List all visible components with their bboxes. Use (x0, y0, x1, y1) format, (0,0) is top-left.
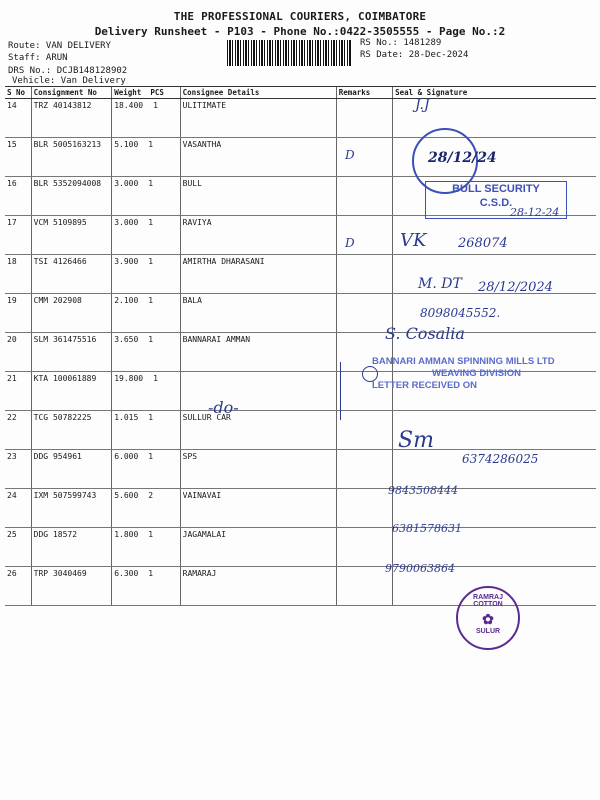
col-remarks: Remarks (336, 87, 392, 99)
ramraj-stamp-place: SULUR (475, 628, 501, 635)
row-remarks (336, 450, 392, 489)
row-consignment: KTA 100061889 (31, 372, 112, 411)
row-pcs: 1 (148, 140, 154, 149)
row-details (180, 372, 336, 411)
remark-mark-row15: D (345, 148, 355, 162)
table-row (5, 138, 596, 177)
row-consignment: TSI 4126466 (31, 255, 112, 294)
row-weight: 3.000 (114, 218, 139, 227)
row-sno: 26 (5, 567, 31, 606)
row-consignment: BLR 5005163213 (31, 138, 112, 177)
company-name: THE PROFESSIONAL COURIERS, COIMBATORE (173, 10, 427, 23)
ramraj-stamp (456, 586, 520, 650)
row-pcs: 1 (148, 296, 154, 305)
runsheet-title: Delivery Runsheet - P103 - Phone No.:0422-3505555 - Page No.:2 (94, 25, 506, 38)
table-row (5, 294, 596, 333)
row-weight-pcs (112, 528, 180, 567)
row-weight: 19.800 (114, 374, 144, 383)
row-weight-pcs (112, 99, 180, 138)
row-weight: 3.900 (114, 257, 139, 266)
row-remarks (336, 255, 392, 294)
row-weight: 3.650 (114, 335, 139, 344)
row-pcs: 1 (148, 530, 154, 539)
row-sno: 20 (5, 333, 31, 372)
route: Route: VAN DELIVERY (8, 41, 111, 51)
remark-mark-row17: D (345, 236, 355, 250)
row-consignment: TCG 50782225 (31, 411, 112, 450)
row-sno: 19 (5, 294, 31, 333)
col-pcs: PCS (150, 88, 164, 97)
row-consignment: TRP 3040469 (31, 567, 112, 606)
row-details: SPS (180, 450, 336, 489)
phone-row25: 9790063864 (385, 562, 455, 575)
bannari-stamp-division: WEAVING DIVISION (432, 368, 522, 379)
row-details: JAGAMALAI (180, 528, 336, 567)
phone-row19: 8098045552. (420, 306, 501, 320)
signature-row14: J.J (415, 97, 430, 113)
col-consignment: Consignment No (31, 87, 112, 99)
signature-row18: M. DT (418, 276, 462, 292)
row-details: SULLUR CAR (180, 411, 336, 450)
phone-row24: 6381578631 (392, 522, 462, 535)
row-sno: 21 (5, 372, 31, 411)
row-weight-pcs (112, 567, 180, 606)
row-pcs: 1 (148, 413, 154, 422)
row-pcs: 1 (153, 101, 158, 110)
row-weight: 3.000 (114, 179, 139, 188)
row-weight: 5.600 (114, 491, 139, 500)
row-weight-pcs (112, 138, 180, 177)
date-row16: 28-12-24 (510, 206, 560, 219)
bracket-line (340, 362, 341, 420)
security-stamp-name: BULL SECURITY (452, 183, 540, 195)
rs-number: RS No.: 1481289 (360, 38, 442, 48)
security-stamp-sub: C.S.D. (479, 197, 513, 209)
row-consignment: IXM 507599743 (31, 489, 112, 528)
row-pcs: 1 (148, 257, 154, 266)
ditto-row21: -do- (208, 398, 239, 417)
row-details: VAINAVAI (180, 489, 336, 528)
bannari-stamp-name: BANNARI AMMAN SPINNING MILLS LTD (372, 356, 555, 367)
row-sno: 15 (5, 138, 31, 177)
row-weight-pcs (112, 450, 180, 489)
row-weight-pcs (112, 372, 180, 411)
row-details: VASANTHA (180, 138, 336, 177)
row-weight-pcs (112, 216, 180, 255)
barcode (227, 40, 352, 66)
row-pcs: 2 (148, 491, 154, 500)
row-details: BANNARAI AMMAN (180, 333, 336, 372)
ramraj-stamp-name: RAMRAJ COTTON (473, 594, 503, 608)
row-weight: 18.400 (114, 101, 144, 110)
table-row (5, 528, 596, 567)
row-weight: 2.100 (114, 296, 139, 305)
row-sno: 18 (5, 255, 31, 294)
phone-row23: 9843508444 (388, 484, 458, 497)
row-sno: 16 (5, 177, 31, 216)
row-weight-pcs (112, 489, 180, 528)
row-pcs: 1 (148, 335, 154, 344)
row-details: ULITIMATE (180, 99, 336, 138)
signature-row17: VK (400, 230, 427, 251)
row-pcs: 1 (148, 218, 154, 227)
row-consignment: VCM 5109895 (31, 216, 112, 255)
date-row18: 28/12/2024 (478, 280, 553, 295)
row-remarks (336, 99, 392, 138)
row-sno: 22 (5, 411, 31, 450)
row-weight-pcs (112, 255, 180, 294)
row-pcs: 1 (148, 452, 154, 461)
row-weight-pcs (112, 177, 180, 216)
row-remarks (336, 177, 392, 216)
row-remarks (336, 528, 392, 567)
col-details: Consignee Details (180, 87, 336, 99)
row-weight: 1.800 (114, 530, 139, 539)
row-details: RAVIYA (180, 216, 336, 255)
signature-row22: Sm (398, 428, 434, 453)
row-pcs: 1 (148, 179, 154, 188)
table-row (5, 489, 596, 528)
row-sno: 25 (5, 528, 31, 567)
row-remarks (336, 411, 392, 450)
col-weight-pcs (112, 87, 180, 99)
name-row19: S. Cosalia (385, 324, 465, 343)
row-pcs: 1 (153, 374, 158, 383)
vehicle: Vehicle: Van Delivery (12, 76, 126, 86)
col-seal: Seal & Signature (393, 87, 596, 99)
row-sno: 24 (5, 489, 31, 528)
row-remarks (336, 489, 392, 528)
row-weight-pcs (112, 333, 180, 372)
row-weight: 6.300 (114, 569, 139, 578)
row-weight-pcs (112, 294, 180, 333)
row-consignment: DDG 954961 (31, 450, 112, 489)
row-details: AMIRTHA DHARASANI (180, 255, 336, 294)
row-consignment: DDG 18572 (31, 528, 112, 567)
row-consignment: CMM 202908 (31, 294, 112, 333)
row-sno: 14 (5, 99, 31, 138)
row-weight: 6.000 (114, 452, 139, 461)
row-weight: 1.015 (114, 413, 139, 422)
row-consignment: BLR 5352094008 (31, 177, 112, 216)
table-row (5, 411, 596, 450)
ramraj-logo-icon: ✿ (482, 611, 494, 627)
staff: Staff: ARUN (8, 53, 68, 63)
row-consignment: TRZ 40143812 (31, 99, 112, 138)
bannari-stamp-received: LETTER RECEIVED ON (372, 380, 478, 391)
table-header-row (5, 87, 596, 99)
bannari-stamp (372, 356, 555, 392)
row-consignment: SLM 361475516 (31, 333, 112, 372)
date-row15: 28/12/24 (428, 150, 497, 166)
col-weight: Weight (114, 88, 142, 97)
row-details: BALA (180, 294, 336, 333)
row-details: BULL (180, 177, 336, 216)
row-sno: 23 (5, 450, 31, 489)
row-sno: 17 (5, 216, 31, 255)
row-weight-pcs (112, 411, 180, 450)
row-pcs: 1 (148, 569, 154, 578)
row-details: RAMARAJ (180, 567, 336, 606)
phone-row22: 6374286025 (462, 452, 539, 466)
number-row17: 268074 (458, 236, 508, 251)
drs-number: DRS No.: DCJB148128902 (8, 66, 128, 76)
table-row (5, 99, 596, 138)
row-weight: 5.100 (114, 140, 139, 149)
rs-date: RS Date: 28-Dec-2024 (360, 50, 469, 60)
col-sno: S No (5, 87, 31, 99)
